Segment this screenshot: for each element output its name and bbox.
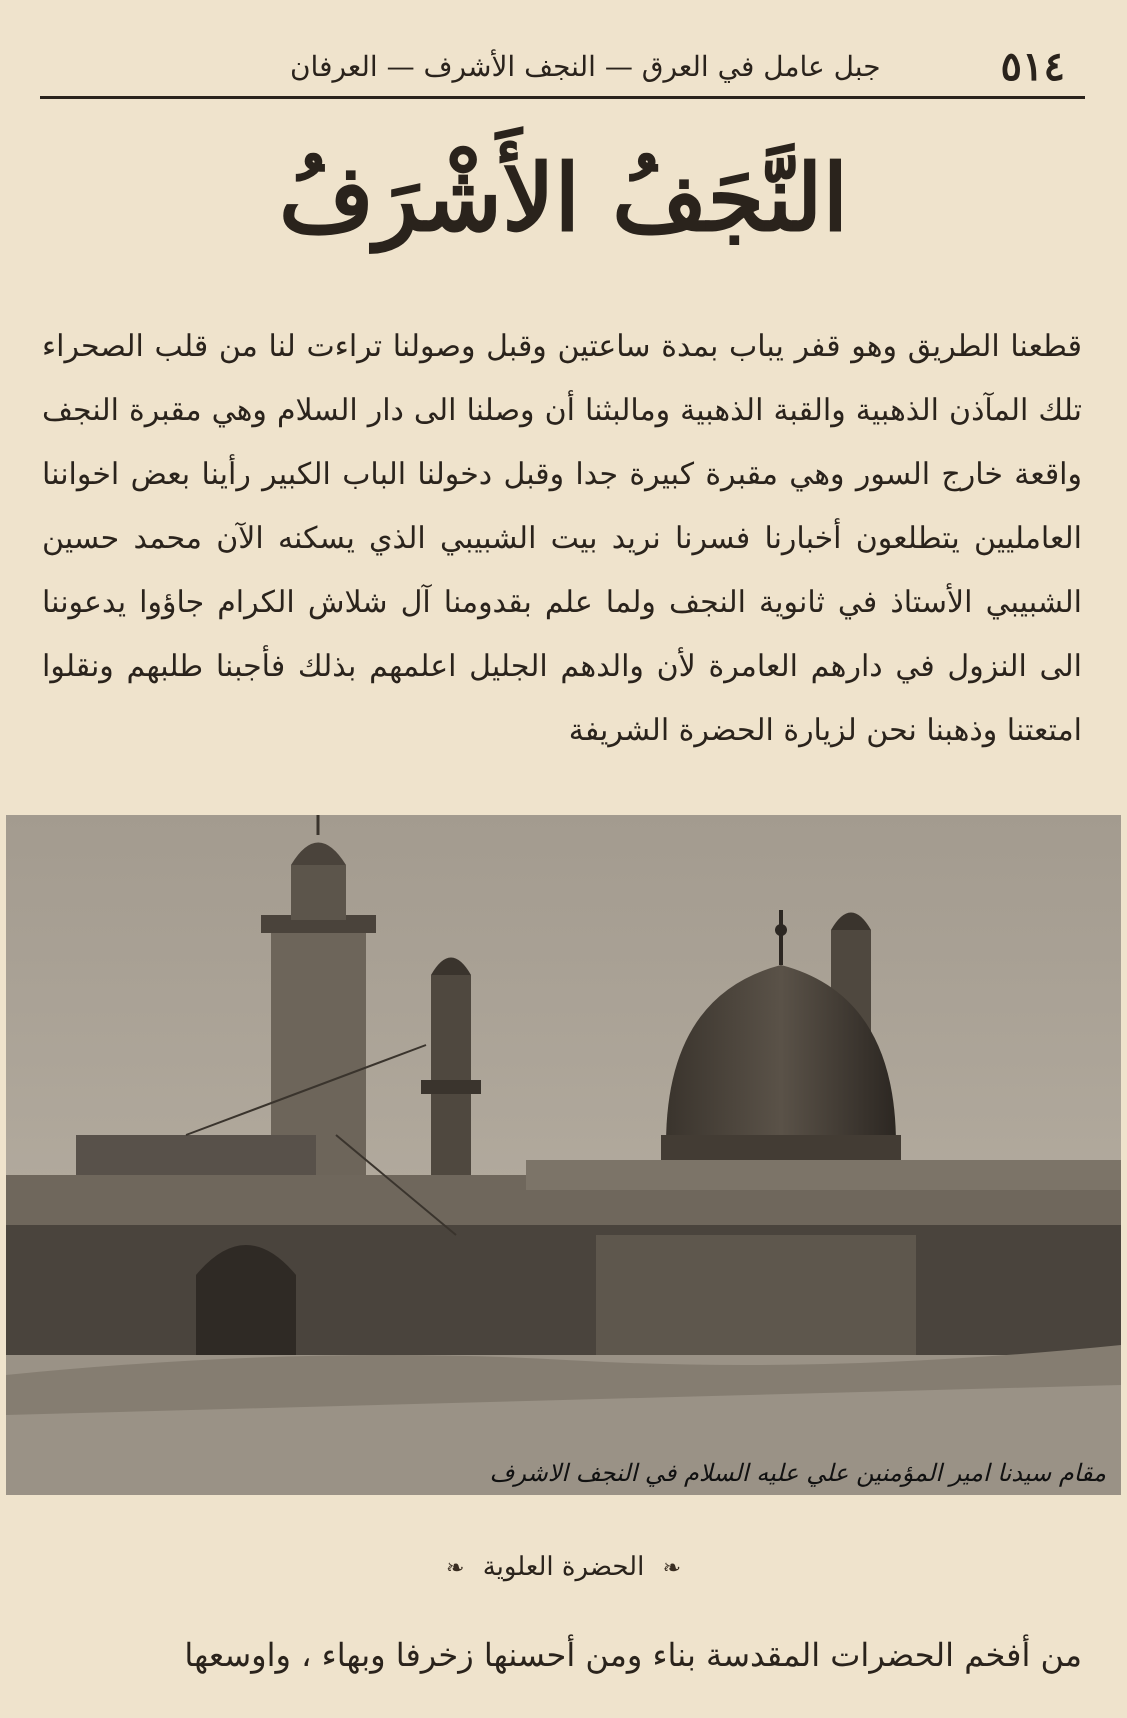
caption-text: الحضرة العلوية xyxy=(482,1552,645,1582)
shrine-photograph xyxy=(6,815,1121,1495)
ornament-left: ❧ xyxy=(445,1556,465,1581)
paragraph: قطعنا الطريق وهو قفر يباب بمدة ساعتين وقبل وصولنا تراءت لنا من قلب الصحراء تلك المآذن الذهبية والقبة الذهبية ومالبثنا أن وصلنا الى دار السلام وهي مقبرة النجف واقعة خارج السور وهي مقبرة كبيرة جدا وقبل دخولنا الباب الكبير رأينا بعض اخواننا العامليين يتطلعون أخبارنا فسرنا نريد بيت الشبيبي الذي يسكنه الآن محمد حسين الشبيبي الأستاذ في ثانوية النجف ولما علم بقدومنا آل شلاش الكرام جاؤوا يدعوننا الى النزول في دارهم العامرة لأن والدهم الجليل اعلمهم بذلك فأجبنا طلبهم ونقلوا امتعتنا وذهبنا نحن لزيارة الحضرة الشريفة xyxy=(42,329,1082,748)
running-head-title: جبل عامل في العرق — النجف الأشرف — العرفان xyxy=(289,49,881,83)
article-body xyxy=(42,315,1082,763)
shrine-illustration xyxy=(6,815,1121,1495)
photo-caption xyxy=(0,1552,1127,1582)
ornament-right: ❧ xyxy=(662,1556,682,1581)
running-head xyxy=(40,38,1085,94)
page-number: ٥١٤ xyxy=(1000,42,1065,90)
header-rule xyxy=(40,96,1085,99)
photo-inscription: مقام سيدنا امير المؤمنين علي عليه السلام في النجف الاشرف xyxy=(489,1459,1106,1487)
article-title: النَّجَفُ الأَشْرَفُ xyxy=(278,144,849,252)
continuation-text: من أفخم الحضرات المقدسة بناء ومن أحسنها زخرفا وبهاء ، واوسعها xyxy=(184,1636,1082,1674)
